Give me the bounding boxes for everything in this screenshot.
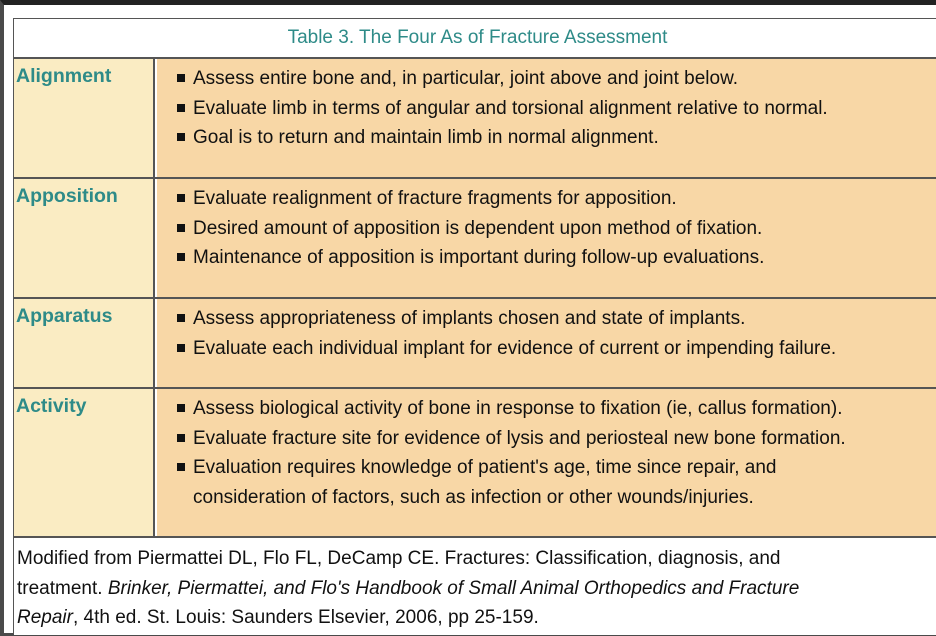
- item-text: consideration of factors, such as infection or other wounds/injuries.: [193, 486, 754, 508]
- bullet-icon: [177, 314, 185, 322]
- list-item: [177, 64, 936, 94]
- bullet-list: [177, 394, 936, 512]
- bullet-icon: [177, 253, 185, 261]
- list-item: [177, 184, 936, 214]
- bullet-list: [177, 64, 936, 153]
- fracture-assessment-table: [13, 18, 936, 634]
- bullet-icon: [177, 133, 185, 141]
- list-item: [177, 243, 936, 273]
- list-item: [177, 334, 936, 364]
- footnote-text: , 4th ed. St. Louis: Saunders Elsevier, 2006, pp 25-159.: [72, 607, 539, 628]
- row-label: Apposition: [14, 179, 155, 297]
- bullet-list: [177, 184, 936, 273]
- item-text: Evaluate fracture site for evidence of lysis and periosteal new bone formation.: [193, 427, 846, 449]
- table-footnote: [14, 536, 936, 635]
- bullet-icon: [177, 404, 185, 412]
- footnote-line: [17, 574, 936, 604]
- footnote-text: treatment.: [17, 577, 108, 599]
- item-text: Assess appropriateness of implants chosen and state of implants.: [193, 308, 746, 329]
- bullet-list: [177, 304, 936, 363]
- item-text: Evaluate each individual implant for evidence of current or impending failure.: [193, 337, 837, 359]
- row-content: [157, 179, 936, 297]
- list-item-continuation: [177, 483, 936, 513]
- list-item: [177, 94, 936, 124]
- footnote-line: [17, 603, 936, 633]
- list-item: [177, 394, 936, 424]
- footnote-line: Modified from Piermattei DL, Flo FL, DeCamp CE. Fractures: Classification, diagnosis, and: [17, 548, 781, 569]
- list-item: [177, 304, 936, 334]
- footnote-book-title: Brinker, Piermattei, and Flo's Handbook of Small Animal Orthopedics and Fracture: [107, 577, 800, 599]
- item-text: Assess entire bone and, in particular, joint above and joint below.: [193, 68, 739, 89]
- list-item: [177, 123, 936, 153]
- footnote-book-title: Repair: [17, 607, 73, 628]
- row-label: Activity: [14, 389, 155, 536]
- list-item: [177, 214, 936, 244]
- bullet-icon: [177, 434, 185, 442]
- item-text: Evaluate realignment of fracture fragments for apposition.: [193, 188, 677, 209]
- row-content: [157, 299, 936, 387]
- row-label: Alignment: [14, 59, 155, 177]
- item-text: Goal is to return and maintain limb in normal alignment.: [193, 127, 659, 148]
- row-content: [157, 59, 936, 177]
- list-item: [177, 424, 936, 454]
- item-text: Assess biological activity of bone in response to fixation (ie, callus formation).: [193, 398, 843, 419]
- table-row-activity: [14, 387, 936, 536]
- bullet-icon: [177, 344, 185, 352]
- table-row-apposition: [14, 177, 936, 297]
- table-row-alignment: [14, 57, 936, 177]
- item-text: Maintenance of apposition is important during follow-up evaluations.: [193, 247, 765, 268]
- row-content: [157, 389, 936, 536]
- row-label: Apparatus: [14, 299, 155, 387]
- bullet-icon: [177, 104, 185, 112]
- table-row-apparatus: [14, 297, 936, 387]
- bullet-icon: [177, 194, 185, 202]
- item-text: Desired amount of apposition is dependent upon method of fixation.: [193, 217, 763, 239]
- bullet-icon: [177, 463, 185, 471]
- bullet-icon: [177, 74, 185, 82]
- table-title: Table 3. The Four As of Fracture Assessment: [14, 19, 936, 57]
- list-item: [177, 453, 936, 483]
- item-text: Evaluate limb in terms of angular and torsional alignment relative to normal.: [193, 97, 828, 119]
- item-text: Evaluation requires knowledge of patient's age, time since repair, and: [193, 457, 777, 478]
- bullet-icon: [177, 224, 185, 232]
